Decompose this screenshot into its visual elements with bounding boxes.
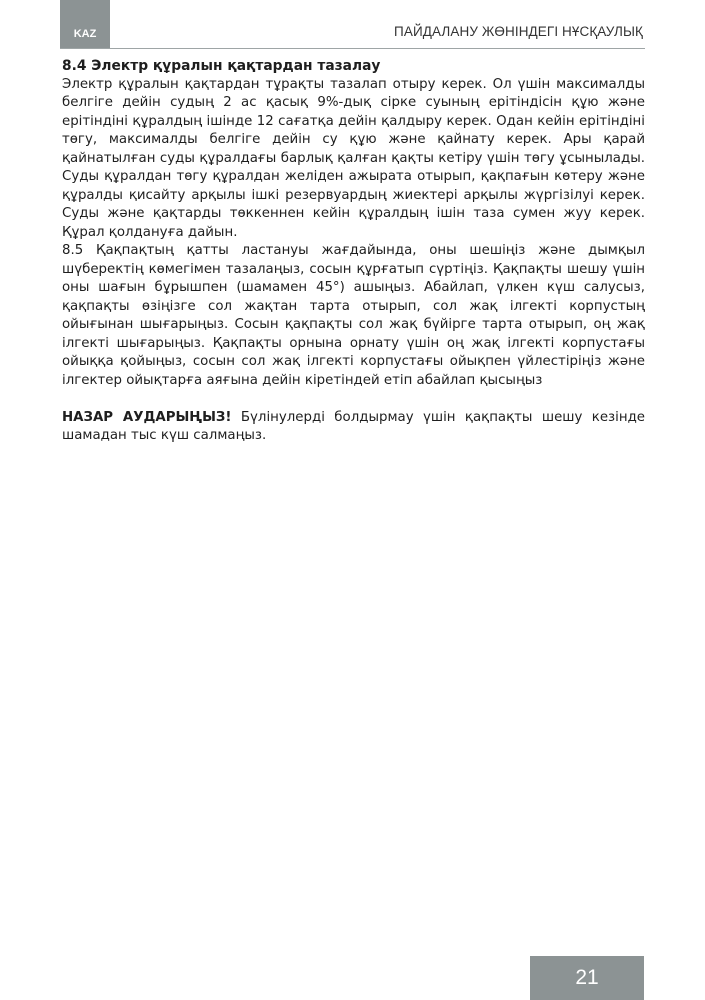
page-number: 21 xyxy=(575,966,599,989)
paragraph-descaling: Электр құралын қақтардан тұрақты тазалап отыру керек. Ол үшін максималды белгіге дейін судың 2 ас қасық 9%-дық сірке суының ерітіндісін құю және ерітіндіні құралдың ішінде 12 сағатқа дейін қалдыру керек. Одан кейін ерітіндіні төгу, максималды белгіге дейін су құю және қайнату керек. Ары қарай қайнатылған суды құралдағы барлық қалған қақты кетіру үшін төгу ұсынылады. Суды құралдан төгу құралдан желіден ажырата отырып, қақпағын көтеру және құралды қисайту арқылы ішкі резервуардың жиектері арқылы жүргізілуі керек. Суды және қақтарды төккеннен кейін құралдың ішін таза сумен жуу керек. Құрал қолдануға дайын. xyxy=(62,76,645,240)
page-content xyxy=(62,57,645,446)
manual-title: ПАЙДАЛАНУ ЖӨНІНДЕГІ НҰСҚАУЛЫҚ xyxy=(394,24,643,39)
page-number-box xyxy=(530,956,644,1000)
language-tab xyxy=(60,0,110,48)
spacer xyxy=(62,390,645,409)
language-code: KAZ xyxy=(73,28,97,40)
section-title: 8.4 Электр құралын қақтардан тазалау xyxy=(62,58,381,74)
warning-text: Бүлінулерді болдырмау үшін қақпақты шешу кезінде шамадан тыс күш салмаңыз. xyxy=(62,409,646,443)
paragraph-lid-cleaning: 8.5 Қақпақтың қатты ластануы жағдайында, оны шешіңіз және дымқыл шүберектің көмегімен тазалаңыз, сосын құрғатып сүртіңіз. Қақпақты шешу үшін оны шағын бұрышпен (шамамен 45°) ашыңыз. Абайлап, үлкен күш салусыз, қақпақты өзіңізге сол жақтан тарта отырып, сол жақ ілгекті корпустың ойығынан шығарыңыз. Сосын қақпақты сол жақ бүйірге тарта отырып, оң жақ ілгекті шығарыңыз. Қақпақты орнына орнату үшін оң жақ ілгекті корпустағы ойыққа қойыңыз, сосын сол жақ ілгекті корпустағы ойықпен үйлестіріңіз және ілгектер ойықтарға аяғына дейін кіретіндей етіп абайлап қысыңыз xyxy=(62,243,645,388)
header-divider xyxy=(60,48,645,49)
warning-note xyxy=(62,409,645,446)
warning-label: НАЗАР АУДАРЫҢЫЗ! xyxy=(62,409,232,425)
